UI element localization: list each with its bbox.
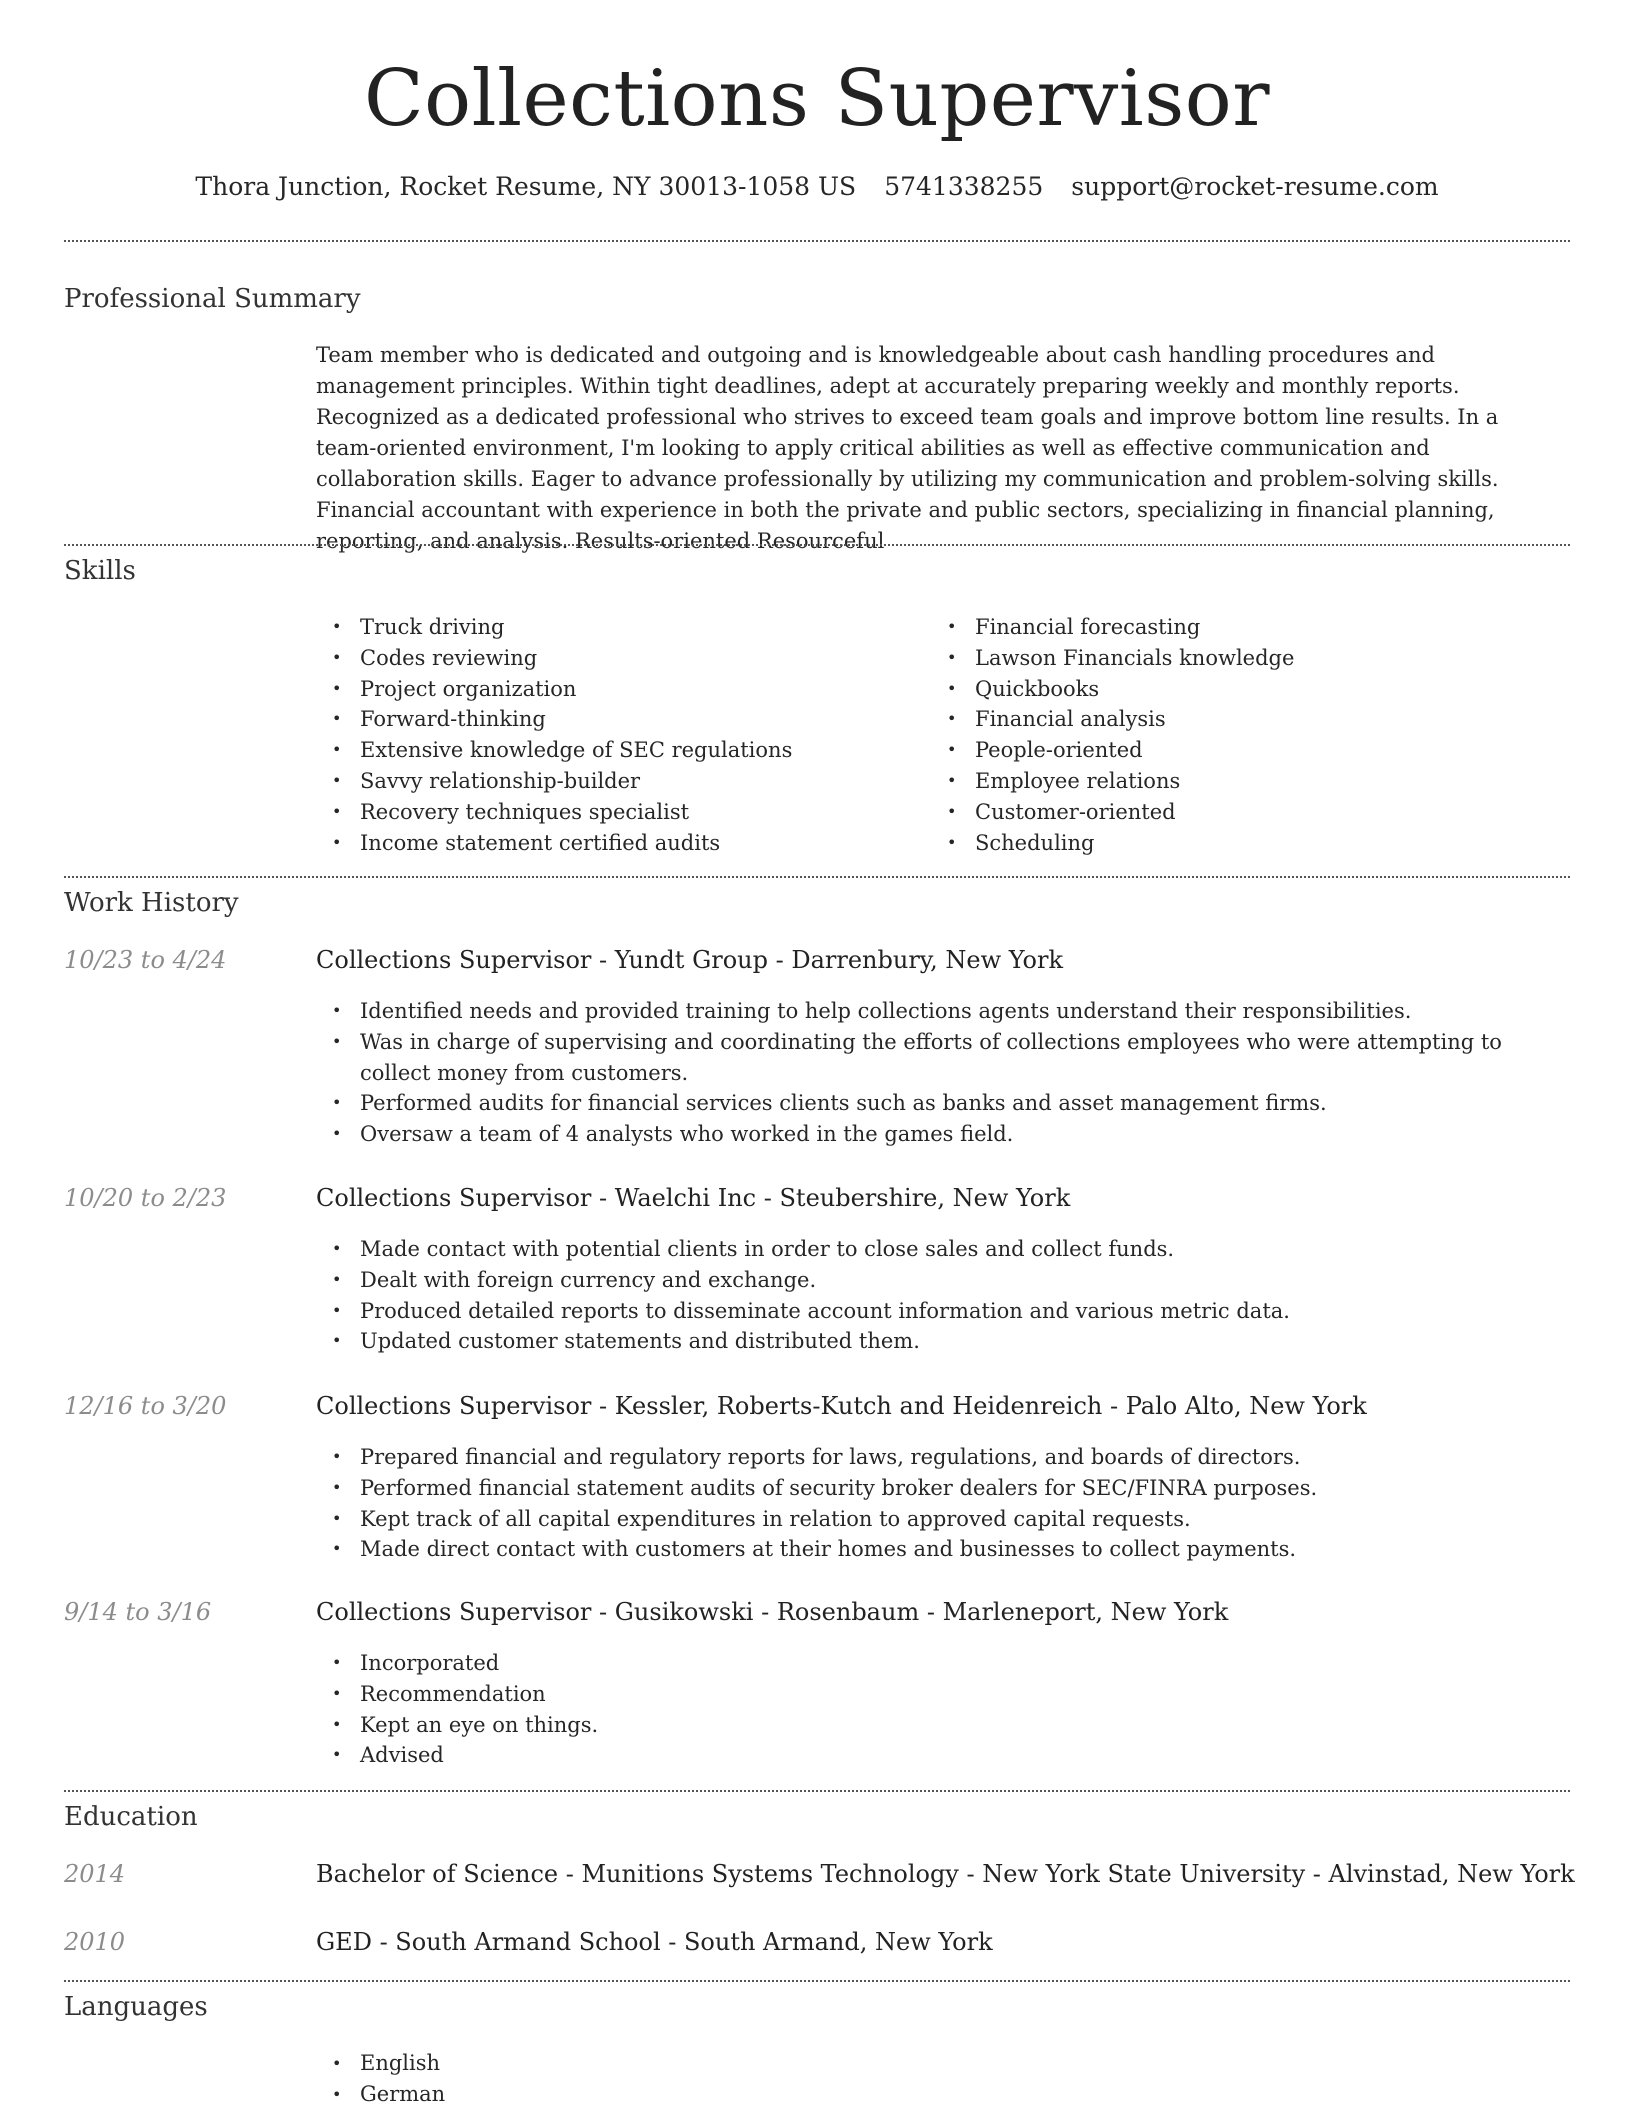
job-title: Collections Supervisor - Waelchi Inc - Steubershire, New York xyxy=(316,1184,1071,1212)
education-title: Bachelor of Science - Munitions Systems Technology - New York State University - Alvinstad, New York xyxy=(316,1860,1575,1888)
job-date: 10/23 to 4/24 xyxy=(64,946,227,974)
skill-item: • People-oriented xyxy=(931,735,1531,766)
job-bullet: • Produced detailed reports to disseminate account information and various metric data. xyxy=(316,1296,1562,1327)
skill-item: • Lawson Financials knowledge xyxy=(931,643,1531,674)
skill-item: • Codes reviewing xyxy=(316,643,876,674)
skill-item: • Forward-thinking xyxy=(316,704,876,735)
skills-divider xyxy=(64,876,1570,878)
skill-item: • Financial analysis xyxy=(931,704,1531,735)
skill-item: • Truck driving xyxy=(316,612,876,643)
contact-email: support@rocket-resume.com xyxy=(1071,172,1439,201)
language-item: • German xyxy=(316,2079,445,2110)
skill-item: • Financial forecasting xyxy=(931,612,1531,643)
job-bullet: • Identified needs and provided training to help collections agents understand their responsibilities. xyxy=(316,996,1562,1027)
skill-item: • Customer-oriented xyxy=(931,797,1531,828)
job-title: Collections Supervisor - Kessler, Roberts-Kutch and Heidenreich - Palo Alto, New York xyxy=(316,1392,1367,1420)
skills-list-left xyxy=(316,612,876,858)
job-date: 12/16 to 3/20 xyxy=(64,1392,227,1420)
skill-item: • Extensive knowledge of SEC regulations xyxy=(316,735,876,766)
job-bullet: • Incorporated xyxy=(316,1648,1562,1679)
job-bullets xyxy=(316,1442,1562,1565)
skill-item: • Recovery techniques specialist xyxy=(316,797,876,828)
language-item: • English xyxy=(316,2048,445,2079)
education-date: 2014 xyxy=(64,1860,126,1888)
education-title: GED - South Armand School - South Armand, New York xyxy=(316,1928,993,1956)
contact-line xyxy=(64,172,1570,201)
job-bullet: • Kept track of all capital expenditures in relation to approved capital requests. xyxy=(316,1504,1562,1535)
contact-phone: 5741338255 xyxy=(884,172,1044,201)
skills-list-right xyxy=(931,612,1531,858)
summary-text: Team member who is dedicated and outgoing and is knowledgeable about cash handling procedures and management principles. Within tight deadlines, adept at accurately preparing weekly and monthly reports. Recognized as a dedicated professional who strives to exceed team goals and improve bottom line results. In a team-oriented environment, I'm looking to apply critical abilities as well as effective communication and collaboration skills. Eager to advance professionally by utilizing my communication and problem-solving skills. Financial accountant with experience in both the private and public sectors, specializing in financial planning, reporting, and analysis. Results-oriented Resourceful xyxy=(316,343,1499,553)
education-date: 2010 xyxy=(64,1928,126,1956)
section-title-work: Work History xyxy=(64,888,239,918)
skill-item: • Scheduling xyxy=(931,828,1531,859)
job-date: 10/20 to 2/23 xyxy=(64,1184,227,1212)
job-bullet: • Performed financial statement audits of security broker dealers for SEC/FINRA purposes. xyxy=(316,1473,1562,1504)
job-bullets xyxy=(316,1648,1562,1771)
resume-page xyxy=(64,0,1575,2106)
section-title-languages: Languages xyxy=(64,1992,208,2022)
job-bullet: • Kept an eye on things. xyxy=(316,1710,1562,1741)
section-title-education: Education xyxy=(64,1802,198,1832)
skill-item: • Quickbooks xyxy=(931,674,1531,705)
job-bullets xyxy=(316,1234,1562,1357)
header-divider xyxy=(64,240,1570,242)
job-bullet: • Made direct contact with customers at their homes and businesses to collect payments. xyxy=(316,1534,1562,1565)
languages-list xyxy=(316,2048,445,2110)
section-title-skills: Skills xyxy=(64,556,136,586)
skill-item: • Income statement certified audits xyxy=(316,828,876,859)
section-title-summary: Professional Summary xyxy=(64,284,361,314)
job-bullet: • Oversaw a team of 4 analysts who worked in the games field. xyxy=(316,1119,1562,1150)
job-bullet: • Made contact with potential clients in order to close sales and collect funds. xyxy=(316,1234,1562,1265)
job-title: Collections Supervisor - Gusikowski - Rosenbaum - Marleneport, New York xyxy=(316,1598,1229,1626)
job-bullet: • Dealt with foreign currency and exchange. xyxy=(316,1265,1562,1296)
contact-address: Thora Junction, Rocket Resume, NY 30013-1058 US xyxy=(195,172,857,201)
job-bullet: • Updated customer statements and distributed them. xyxy=(316,1326,1562,1357)
resume-name: Collections Supervisor xyxy=(363,54,1271,144)
job-bullet: • Was in charge of supervising and coordinating the efforts of collections employees who were attempting to collect money from customers. xyxy=(316,1027,1562,1089)
education-divider xyxy=(64,1980,1570,1982)
skill-item: • Project organization xyxy=(316,674,876,705)
summary-divider xyxy=(64,544,1570,546)
job-bullet: • Recommendation xyxy=(316,1679,1562,1710)
job-date: 9/14 to 3/16 xyxy=(64,1598,212,1626)
skill-item: • Employee relations xyxy=(931,766,1531,797)
skill-item: • Savvy relationship-builder xyxy=(316,766,876,797)
work-divider xyxy=(64,1790,1570,1792)
job-bullet: • Performed audits for financial services clients such as banks and asset management firms. xyxy=(316,1088,1562,1119)
job-bullets xyxy=(316,996,1562,1150)
job-bullet: • Prepared financial and regulatory reports for laws, regulations, and boards of directors. xyxy=(316,1442,1562,1473)
job-bullet: • Advised xyxy=(316,1740,1562,1771)
job-title: Collections Supervisor - Yundt Group - Darrenbury, New York xyxy=(316,946,1064,974)
